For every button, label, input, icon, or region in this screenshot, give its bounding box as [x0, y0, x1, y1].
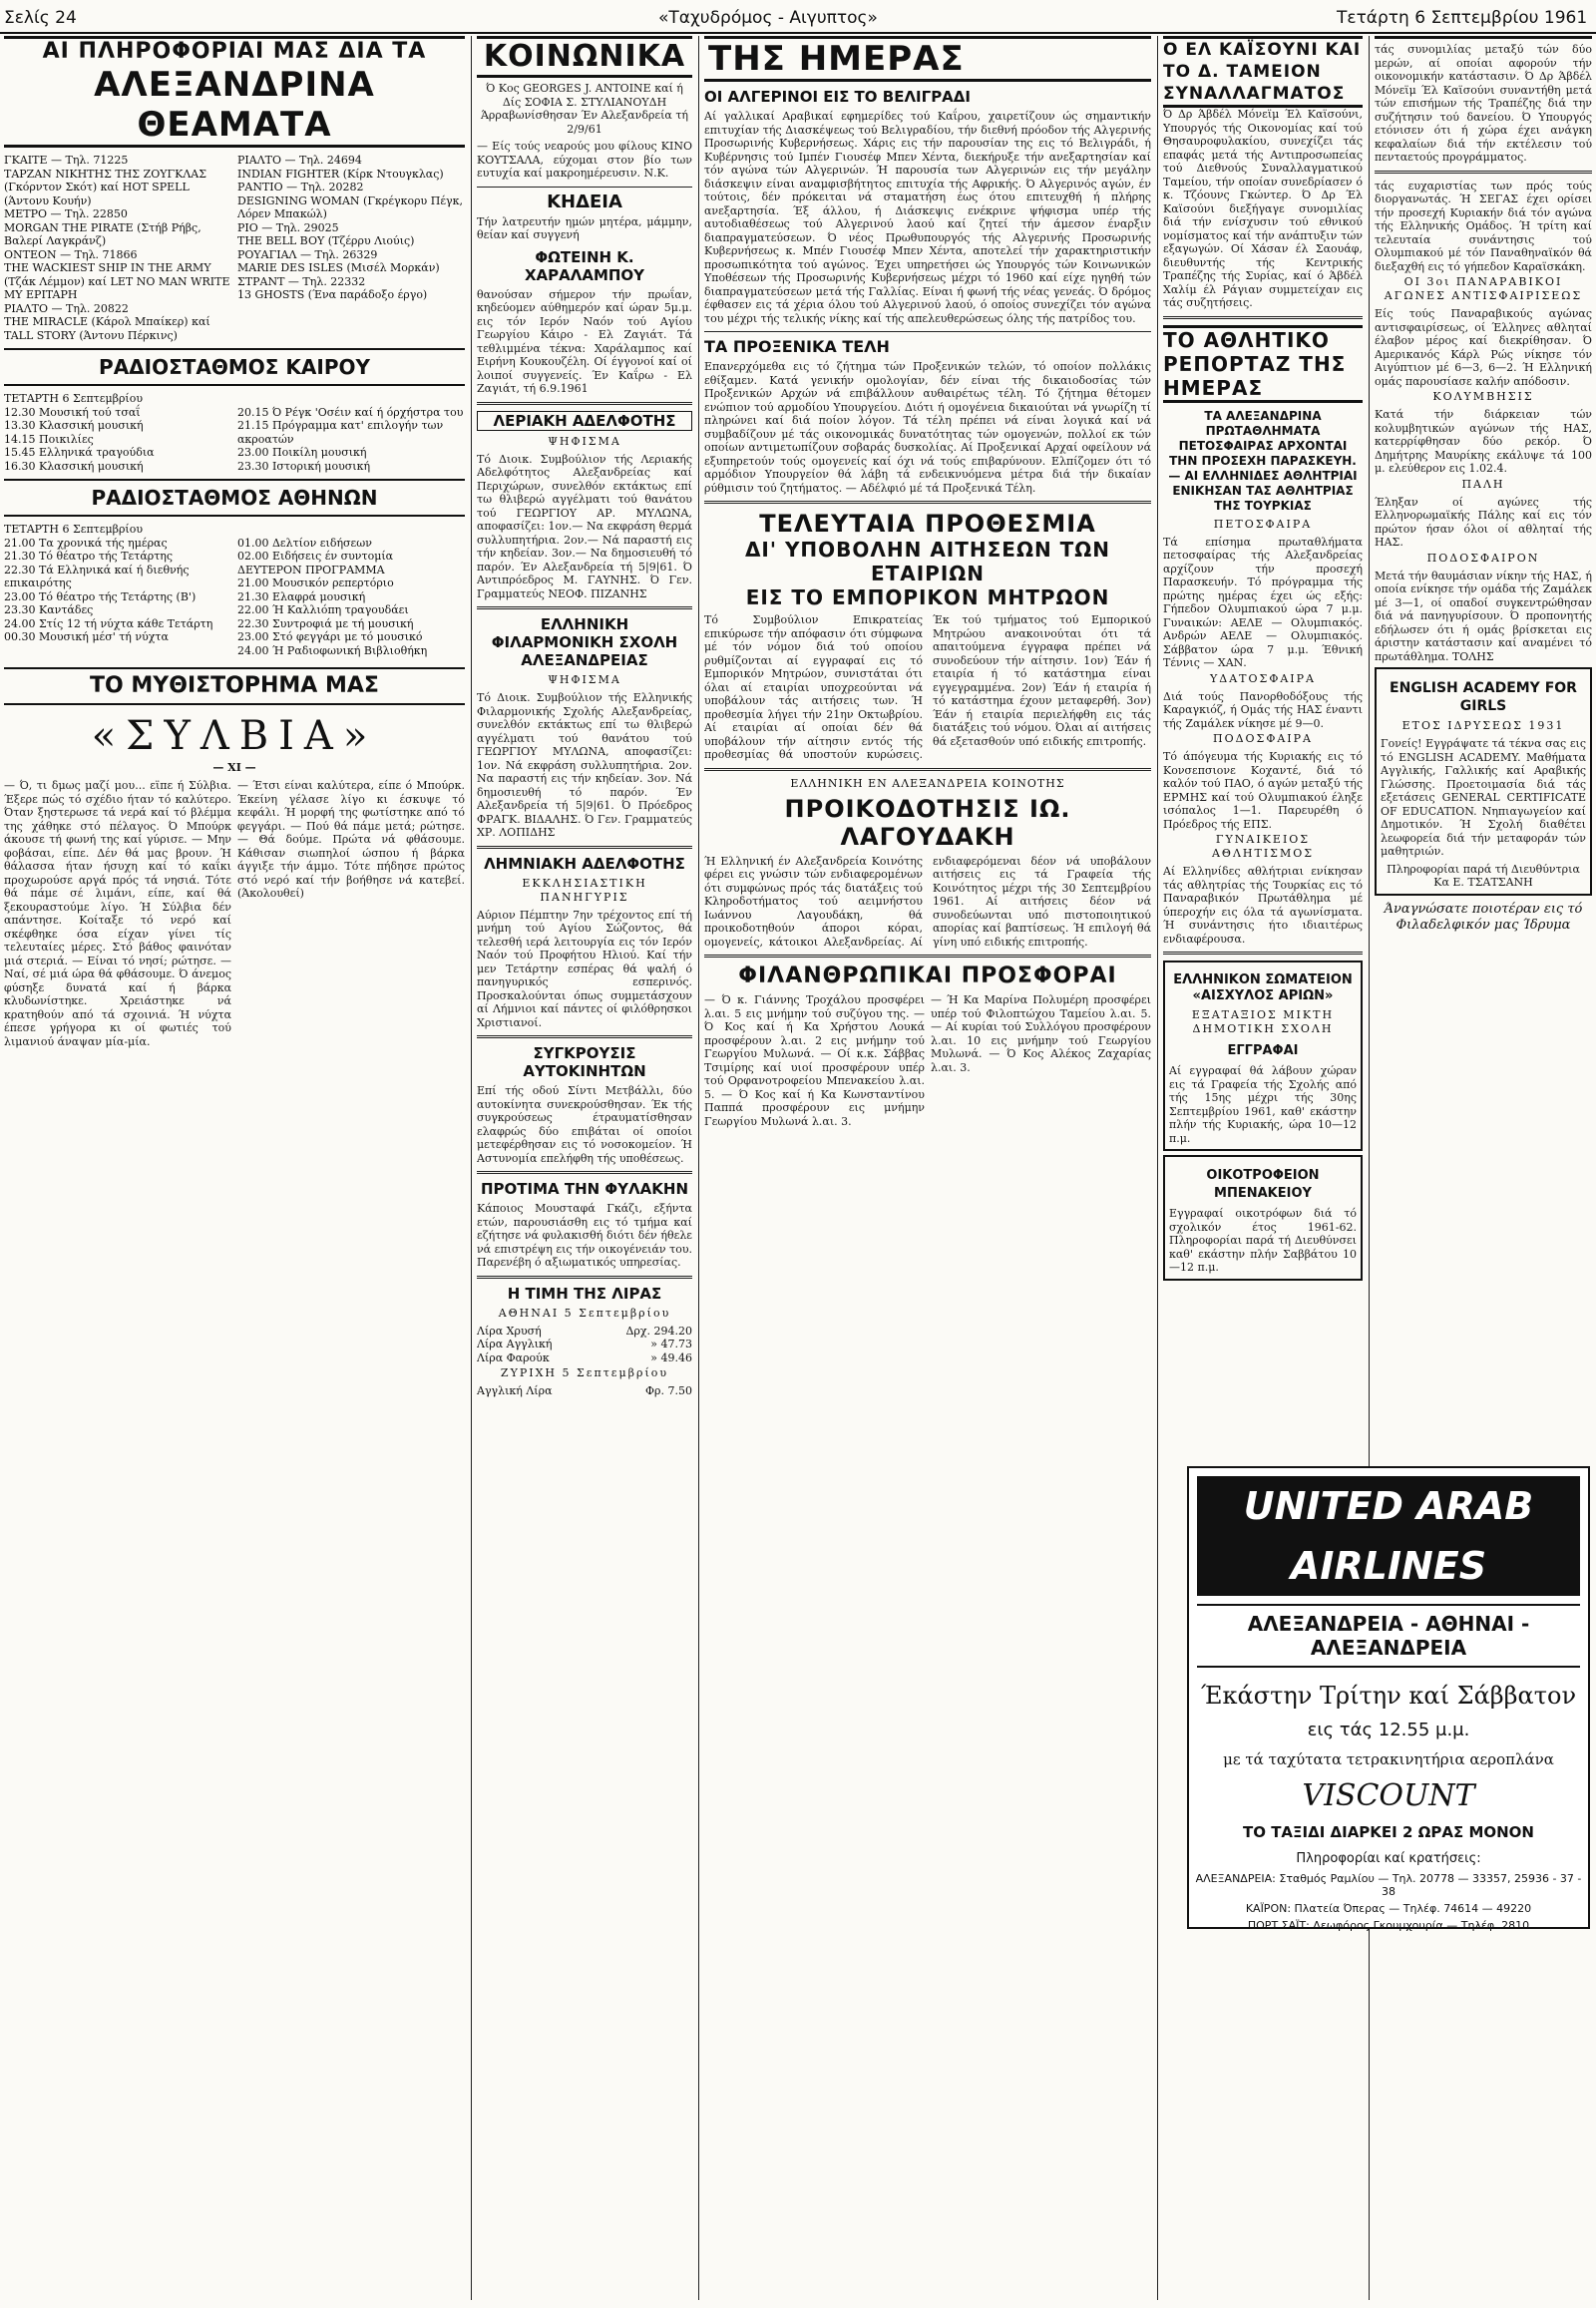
- sport-text: Είς τούς Παναραβικούς αγώνας αντισφαιρίσεως, οί Έλληνες αθληταί έλαβον μέρος καί διεκρίθησαν. Ό Αμερικανός Κάρλ Ρώς νίκησε τόν Αιγύπτιον μέ 6—3, 6—2. Ή Ελληνική ομάς παρουσίασε καλήν απόδοσιν.: [1375, 307, 1592, 388]
- schedule-entry: 24.00 Ή Ραδιοφωνική Βιβλιοθήκη: [237, 643, 428, 657]
- english-academy-ad: [1375, 667, 1592, 896]
- price-label: Λίρα Φαρούκ: [477, 1350, 550, 1364]
- schedule-entry: 23.00 Ποικίλη μουσική: [237, 446, 367, 459]
- flight-duration: ΤΟ ΤΑΞΙΔΙ ΔΙΑΡΚΕΙ 2 ΩΡΑΣ ΜΟΝΟΝ: [1242, 1823, 1534, 1841]
- sport-text: Κατά τήν διάρκειαν τών κολυμβητικών αγώνων τής ΗΑΣ, κατερρίφθησαν δύο ρεκόρ. Ό Δημήτρης Μαυρίκης εκάλυψε τά 100 μ. ελεύθερον εις 1.02.4.: [1375, 408, 1592, 475]
- booking-info: Πληροφορίαι καί κρατήσεις:: [1296, 1851, 1481, 1866]
- sport-text: Αί Ελληνίδες αθλήτριαι ενίκησαν τάς αθλητρίας τής Τουρκίας εις τό Παναραβικόν Πρωτάθλημα μέ ύπεροχήν εις όλα τά αγωνίσματα. Ή συνάντησις ήτο ιδιαιτέρως ενδιαφέρουσα.: [1163, 865, 1363, 946]
- gold-price-location: ΑΘΗΝΑΙ 5 Σεπτεμβρίου: [498, 1306, 671, 1320]
- cinema-entry: ΡΙΑΛΤΟ — Τηλ. 24694: [237, 154, 362, 167]
- notice-subtitle: ΨΗΦΙΣΜΑ: [548, 434, 621, 448]
- column-social: [477, 36, 692, 2300]
- cinema-entry: ΜΕΤΡΟ — Τηλ. 22850: [4, 207, 128, 220]
- flight-days: Έκάστην Τρίτην καί Σάββατον: [1200, 1682, 1577, 1710]
- article-headline: ΤΕΛΕΥΤΑΙΑ ΠΡΟΘΕΣΜΙΑ: [759, 510, 1096, 538]
- price-value: Δρχ. 294.20: [625, 1324, 692, 1338]
- sport-heading: ΠΟΔΟΣΦΑΙΡΟΝ: [1426, 551, 1540, 565]
- ad-subtitle: ΕΤΟΣ ΙΔΡΥΣΕΩΣ 1931: [1401, 719, 1565, 732]
- schedule-entry: 21.30 Ελαφρά μουσική: [237, 589, 366, 603]
- airline-route: ΑΛΕΞΑΝΔΡΕΙΑ - ΑΘΗΝΑΙ - ΑΛΕΞΑΝΔΡΕΙΑ: [1197, 1604, 1580, 1668]
- donations-right: — Ή Κα Μαρίνα Πολυμέρη προσφέρει υπέρ τού Φιλοπτώχου Ταμείου λ.αι. 5. — Αί κυρίαι τού Συλλόγου προσφέρουν λ.αι. 10 εις μνήμην τού Γεωργίου Μυλωνά. — Ό Κος Αλέκος Ζαχαρίας λ.αι. 3.: [931, 993, 1151, 1074]
- ad-title: ΟΙΚΟΤΡΟΦΕΙΟΝ ΜΠΕΝΑΚΕΙΟΥ: [1206, 1168, 1320, 1201]
- sport-text: Μετά τήν θαυμάσιαν νίκην τής ΗΑΣ, ή οποία ενίκησε τήν ομάδα τής Ζαμάλεκ μέ 3—1, οί οπαδοί συγκεντρώθησαν διά νά πανηγυρίσουν. Ό προπονητής εδήλωσεν ότι ή ομάς βρίσκεται εις άριστην κατάστασιν καί αναμένει τό πρωτάθλημα. ΤΟΛΗΣ: [1375, 569, 1592, 663]
- orphanage-ad: [1163, 1155, 1363, 1281]
- sport-text: Τά επίσημα πρωταθλήματα πετοσφαίρας τής Αλεξανδρείας αρχίζουν τήν προσεχή Παρασκευήν. Τό πρόγραμμα τής πρώτης ημέρας έχει ώς εξής: Γήπεδον Ολυμπιακού ώρα 7 μ.μ. Γυναικών: ΑΕΛΕ — Ολυμπιακός. Ανδρών ΑΕΛΕ — Ολυμπιακός. Σάββατον ώρα 7 μ.μ. Έθνική Τέννις — ΧΑΝ.: [1163, 535, 1363, 669]
- section-title: ΑΙ ΠΛΗΡΟΦΟΡΙΑΙ ΜΑΣ ΔΙΑ ΤΑ: [4, 36, 465, 65]
- column-rule: [1369, 36, 1370, 2300]
- sports-subtitle: ΤΑ ΑΛΕΞΑΝΔΡΙΝΑ ΠΡΩΤΑΘΛΗΜΑΤΑ ΠΕΤΟΣΦΑΙΡΑΣ ΑΡΧΟΝΤΑΙ ΤΗΝ ΠΡΟΣΕΧΗ ΠΑΡΑΣΚΕΥΗ. — ΑΙ ΕΛΛΗΝΙΔΕΣ ΑΘΛΗΤΡΙΑΙ ΕΝΙΚΗΣΑΝ ΤΑΣ ΑΘΛΗΤΡΙΑΣ ΤΗΣ ΤΟΥΡΚΙΑΣ: [1168, 408, 1358, 513]
- notice-title: ΛΕΡΙΑΚΗ ΑΔΕΛΦΟΤΗΣ: [477, 411, 692, 431]
- aircraft-model: VISCOUNT: [1302, 1778, 1475, 1813]
- schedule-entry: 22.30 Συντροφιά με τή μουσική: [237, 616, 414, 630]
- cinema-entry: THE BELL BOY (Τζέρρυ Λιούις): [237, 234, 415, 247]
- notice-title: ΕΛΛΗΝΙΚΗ ΦΙΛΑΡΜΟΝΙΚΗ ΣΧΟΛΗ ΑΛΕΞΑΝΔΡΕΙΑΣ: [491, 615, 678, 669]
- ad-text: Αί εγγραφαί θά λάβουν χώραν εις τά Γραφεία τής Σχολής από τής 15ης μέχρι τής 30ης Σεπτεμβρίου 1961, καθ' εκάστην πλήν τής Κυριακής, ώρα 10—12 π.μ.: [1169, 1064, 1357, 1145]
- article-text: τάς συνομιλίας μεταξύ τών δύο μερών, αί οποίαι αφορούν τήν οικονομικήν κατάστασιν. Ό Δρ Άβδέλ Μόνεϊμ Έλ Καϊσούνι συναντήθη μετά τών επισήμων τής Τραπέζης διά την συζήτησιν τού δανείου. Ό Υπουργός ετόνισεν ότι ή χώρα έχει ανάγκη κεφαλαίων διά τήν εκτέλεσιν τού πενταετούς προγράμματος.: [1375, 36, 1592, 165]
- sport-heading: ΥΔΑΤΟΣΦΑΙΡΑ: [1210, 671, 1316, 685]
- schedule-entry: 21.00 Τα χρονικά τής ημέρας: [4, 536, 168, 550]
- schedule-entry: 22.00 Ή Καλλιόπη τραγουδάει: [237, 603, 409, 616]
- ad-footer: Πληροφορίαι παρά τή Διευθύντρια Κα Ε. ΤΣΑΤΣΑΝΗ: [1387, 862, 1580, 889]
- cinema-entry: ΣΤΡΑΝΤ — Τηλ. 22332: [237, 274, 366, 288]
- gold-price-table: [477, 1384, 692, 1398]
- cinema-entry: MORGAN THE PIRATE (Στήβ Ρήβς, Βαλερί Λαγκράνζ): [4, 220, 201, 247]
- issue-date: Τετάρτη 6 Σεπτεμβρίου 1961: [1337, 8, 1588, 28]
- page-number: Σελίς 24: [4, 8, 77, 28]
- schedule-entry: 23.00 Τό θέατρο τής Τετάρτης (Β'): [4, 589, 197, 603]
- cinema-entry: DESIGNING WOMAN (Γκρέγκορυ Πέγκ, Λόρεν Μπακώλ): [237, 193, 463, 220]
- schedule-entry: ΔΕΥΤΕΡΟΝ ΠΡΟΓΡΑΜΜΑ: [237, 563, 385, 577]
- column-entertainment: [4, 36, 465, 2300]
- article-text: Επανερχόμεθα εις τό ζήτημα τών Προξενικών τελών, τό οποίον πολλάκις εθίξαμεν. Κατά γενικήν ομολογίαν, δέν είναι τής δικαιοδοσίας τών Προξενικών Αρχών νά επιβάλλουν αυθαιρέτως τέλη. Τό ζήτημα θέτομεν ενώπιον τού αρμοδίου Υπουργείου. Διότι ή ομογένεια δικαιούται νά γνωρίζη τί πληρώνει καί διά ποίον λόγον. Τά τέλη πρέπει νά είναι λογικά καί νά συμβαδίζουν μέ τάς οικονομικάς δυνατότητας τών ομογενών, πολλοί εκ τών οποίων αντιμετωπίζουν σοβαράς δυσκολίας. Αί Προξενικαί Αρχαί οφείλουν νά εξυπηρετούν τούς ομογενείς καί όχι νά τούς επιβαρύνουν. Ελπίζομεν ότι τό αρμόδιον Υπουργείον θά λάβη τά ενδεικνυόμενα μέτρα διά τήν δικαίαν ρύθμισιν τού ζητήματος. — Αδέλφιό μέ τά Προξενικά Τέλη.: [704, 360, 1151, 495]
- sport-heading: ΠΟΔΟΣΦΑΙΡΑ: [1212, 732, 1313, 745]
- office-cairo: ΚΑΪΡΟΝ: Πλατεία Όπερας — Τηλέφ. 74614 — 49220: [1245, 1902, 1532, 1915]
- novel-section-title: ΤΟ ΜΥΘΙΣΤΟΡΗΜΑ ΜΑΣ: [4, 667, 465, 705]
- donations-list: [704, 993, 1151, 1128]
- article-headline: ΠΡΟΙΚΟΔΟΤΗΣΙΣ ΙΩ. ΛΑΓΟΥΔΑΚΗ: [784, 794, 1071, 851]
- school-ad: [1163, 961, 1363, 1151]
- sports-title: ΤΟ ΑΘΛΗΤΙΚΟ ΡΕΠΟΡΤΑΖ ΤΗΣ ΗΜΕΡΑΣ: [1163, 325, 1363, 403]
- section-title: ΤΗΣ ΗΜΕΡΑΣ: [704, 36, 1151, 82]
- cinema-entry: ΡΑΝΤΙΟ — Τηλ. 20282: [237, 181, 364, 193]
- schedule-right: [237, 406, 465, 474]
- notice-subtitle: ΨΗΦΙΣΜΑ: [548, 673, 621, 686]
- price-label: Λίρα Αγγλική: [477, 1338, 553, 1350]
- airline-logo: UNITED ARAB AIRLINES: [1197, 1476, 1580, 1596]
- chapter-number: — ΧΙ —: [212, 761, 256, 774]
- column-sports-continued: [1375, 36, 1592, 1452]
- novel-title: «ΣΥΛΒΙΑ»: [91, 713, 378, 759]
- funeral-intro: Τήν λατρευτήν ημών μητέρα, μάμμην, θείαν καί συγγενή: [477, 214, 692, 241]
- price-value: » 47.73: [650, 1338, 692, 1350]
- radio-athens-title: ΡΑΔΙΟΣΤΑΘΜΟΣ ΑΘΗΝΩΝ: [4, 479, 465, 517]
- news-text: Κάποιος Μουσταφά Γκάζι, εξήντα ετών, παρουσιάσθη εις τό τμήμα καί εζήτησε νά φυλακισθή διότι δέν ήθελε νά επιστρέψη εις τήν οικογένειάν του. Παρενέβη ό αξιωματικός υπηρεσίας.: [477, 1202, 692, 1269]
- cinema-entry: THE MIRACLE (Κάρολ Μπαίκερ) καί TALL STORY (Άντονυ Πέρκινς): [4, 315, 210, 342]
- price-row: [477, 1351, 692, 1365]
- article-headline: ΤΑ ΠΡΟΞΕΝΙΚΑ ΤΕΛΗ: [704, 337, 890, 356]
- price-row: [477, 1338, 692, 1351]
- novel-text-right: — Έτσι είναι καλύτερα, είπε ό Μπούρκ. Έκείνη γέλασε λίγο κι έσκυψε τό κεφάλι. Ή μορφή της φωτίστηκε από τό φεγγάρι. — Πού θά πάμε μετά; ρώτησε. — Θά δούμε. Πρώτα νά φθάσουμε. Κάθισαν σιωπηλοί ώσπου ή βάρκα άγγιξε τήν άμμο. Τότε πήδησε πρώτος στό νερό καί τήν βοήθησε νά κατεβεί. (Άκολουθεί): [237, 779, 465, 900]
- article-headline: ΕΙΣ ΤΟ ΕΜΠΟΡΙΚΟΝ ΜΗΤΡΩΟΝ: [745, 585, 1110, 609]
- schedule-entry: 21.30 Τό θέατρο τής Τετάρτης: [4, 550, 174, 563]
- radio-cairo-title: ΡΑΔΙΟΣΤΑΘΜΟΣ ΚΑΙΡΟΥ: [4, 348, 465, 386]
- notice-title: ΛΗΜΝΙΑΚΗ ΑΔΕΛΦΟΤΗΣ: [484, 854, 685, 873]
- radio-day: ΤΕΤΑΡΤΗ 6 Σεπτεμβρίου: [4, 523, 144, 536]
- price-row: [477, 1384, 692, 1398]
- schedule-entry: 23.00 Στό φεγγάρι με τό μουσικό: [237, 630, 423, 643]
- notice-subtitle: ΕΚΚΛΗΣΙΑΣΤΙΚΗ ΠΑΝΗΓΥΡΙΣ: [522, 876, 647, 904]
- gold-price-title: Η ΤΙΜΗ ΤΗΣ ΛΙΡΑΣ: [507, 1284, 662, 1303]
- schedule-right: [237, 537, 465, 658]
- sport-heading: ΓΥΝΑΙΚΕΙΟΣ ΑΘΛΗΤΙΣΜΟΣ: [1211, 833, 1315, 860]
- novel-text: [4, 779, 465, 1048]
- schedule-entry: 00.30 Μουσική μέσ' τή νύχτα: [4, 630, 169, 643]
- flight-time: εις τάς 12.55 μ.μ.: [1307, 1720, 1470, 1740]
- wishes-notice: — Είς τούς νεαρούς μου φίλους ΚΙΝΟ ΚΟΥΤΣΑΛΑ, εύχομαι στον βίο των ευτυχία καί μακροημέρευσιν. Ν.Κ.: [477, 140, 692, 180]
- price-label: Λίρα Χρυσή: [477, 1324, 542, 1338]
- schedule-entry: 21.00 Μουσικόν ρεπερτόριο: [237, 577, 394, 589]
- deceased-name: ΦΩΤΕΙΝΗ Κ. ΧΑΡΑΛΑΜΠΟΥ: [524, 247, 645, 284]
- cinema-entry: ΤΑΡΖΑΝ ΝΙΚΗΤΗΣ ΤΗΣ ΖΟΥΓΚΛΑΣ (Γκόρντον Σκότ) καί HOT SPELL (Άντονυ Κουήν): [4, 167, 207, 207]
- schedule-entry: 22.30 Τά Ελληνικά καί ή διεθνής επικαιρότης: [4, 563, 190, 589]
- column-rule: [1157, 36, 1158, 2300]
- ad-title: ΕΛΛΗΝΙΚΟΝ ΣΩΜΑΤΕΙΟΝ «ΑΙΣΧΥΛΟΣ ΑΡΙΩΝ»: [1173, 972, 1353, 1003]
- sport-heading: ΠΕΤΟΣΦΑΙΡΑ: [1213, 517, 1313, 531]
- section-title: ΚΟΙΝΩΝΙΚΑ: [477, 36, 692, 78]
- sport-text: τάς ευχαριστίας των πρός τούς διοργανωτάς. Ή ΣΕΓΑΣ έχει ορίσει τήν προσεχή Κυριακήν διά τόν αγώνα τής Ελληνικής Ομάδος. Ή τρίτη καί τελευταία συνάντησις τού Ολυμπιακού μέ τόν Παναθηναϊκόν θά διεξαχθή εις τό γήπεδον Καραϊσκάκη.: [1375, 179, 1592, 273]
- engagement-notice: Ό Κος GEORGES J. ANTOINE καί ή Δίς ΣΟΦΙΑ Σ. ΣΤΥΛΙΑΝΟΥΔΗ Άρραβωνίσθησαν Έν Αλεξανδρεία τή 2/9/61: [480, 82, 689, 136]
- schedule-entry: 13.30 Κλασσική μουσική: [4, 419, 144, 432]
- ad-heading: ΕΓΓΡΑΦΑΙ: [1227, 1043, 1299, 1058]
- schedule-entry: 15.45 Ελληνικά τραγούδια: [4, 446, 155, 459]
- column-rule: [698, 36, 699, 2300]
- radio-athens-schedule: [4, 537, 465, 658]
- sport-heading: ΚΟΛΥΜΒΗΣΙΣ: [1432, 390, 1534, 403]
- funeral-title: ΚΗΔΕΙΑ: [547, 191, 622, 212]
- running-head: [0, 6, 1596, 34]
- schedule-entry: 21.15 Πρόγραμμα κατ' επιλογήν των ακροατών: [237, 419, 444, 446]
- cinema-list-left: [4, 154, 231, 342]
- schedule-entry: 20.15 Ό Ρέγκ 'Οσέιν καί ή όρχήστρα του: [237, 405, 464, 419]
- sport-heading: ΠΑΛΗ: [1461, 477, 1505, 491]
- gold-price-table: [477, 1325, 692, 1365]
- schedule-entry: 14.15 Ποικιλίες: [4, 432, 94, 446]
- cinema-listings: [4, 154, 465, 342]
- price-row: [477, 1325, 692, 1339]
- gold-price-location: ΖΥΡΙΧΗ 5 Σεπτεμβρίου: [500, 1366, 669, 1379]
- news-title: ΠΡΟΤΙΜΑ ΤΗΝ ΦΥΛΑΚΗΝ: [481, 1180, 688, 1198]
- notice-text: Τό Διοικ. Συμβούλιον τής Ελληνικής Φιλαρμονικής Σχολής Αλεξανδρείας, συνελθόν εκτάκτως επί τω θλιβερώ αγγέλματι τού θανάτου τού ΓΕΩΡΓΙΟΥ ΜΥΛΩΝΑ, αποφασίζει: 1ον. Νά εκφράση συλλυπητήρια. 2ον. Να παραστή εις τήν κηδείαν. 3ον. Νά δημοσιευθή τό παρόν. Έν Αλεξανδρεία τή 5|9|61. Ό Πρόεδρος ΦΡΑΓΚ. ΒΙΔΑΛΗΣ. Ό Γεν. Γραμματεύς ΧΡ. ΛΟΠΙΔΗΣ: [477, 691, 692, 839]
- column-economy-sports: [1163, 36, 1363, 1452]
- schedule-entry: 24.00 Στίς 12 τή νύχτα κάθε Τετάρτη: [4, 616, 213, 630]
- ad-title: ENGLISH ACADEMY FOR GIRLS: [1390, 680, 1577, 714]
- price-value: » 49.46: [650, 1350, 692, 1364]
- radio-day: ΤΕΤΑΡΤΗ 6 Σεπτεμβρίου: [4, 392, 144, 405]
- ad-text: Εγγραφαί οικοτρόφων διά τό σχολικόν έτος 1961-62. Πληροφορίαι παρά τή Διευθύνσει καθ' εκάστην πλήν Σαββάτου 10—12 π.μ.: [1169, 1207, 1357, 1274]
- section-title: ΑΛΕΞΑΝΔΡΙΝΑ ΘΕΑΜΑΤΑ: [4, 65, 465, 148]
- article-text: Τό Συμβούλιον Επικρατείας επικύρωσε τήν απόφασιν ότι σύμφωνα μέ τόν νόμον διά τού οποίου ρυθμίζονται αί εγγραφαί εις τό Εμπορικόν Μητρώον, συνιστάται ότι όλαι αί εταιρίαι υποχρεούνται νά υποβάλουν τάς αιτήσεις των. Ή προθεσμία λήγει τήν 21ην Οκτωβρίου. Αί εταιρίαι αί οποίαι δέν θά υποβάλουν τήν αίτησιν εντός τής προθεσμίας θά υποστούν κυρώσεις. Έκ τού τμήματος τού Εμπορικού Μητρώου ανακοινούται ότι τά απαιτούμενα έγγραφα πρέπει νά συνοδεύουν τήν αίτησιν. 1ον) Έάν ή εταιρία ή τό κατάστημα είναι εγγεγραμμένα. 2ον) Έάν ή εταιρία ή τό κατάστημα έχουν μεταφερθή. 3ον) Έάν ή εταιρία περιελήφθη εις τάς διατάξεις τού νόμου. Όλαι αί αιτήσεις θά εξετασθούν υπό ειδικής επιτροπής.: [704, 613, 1151, 761]
- schedule-entry: 12.30 Μουσική τού τσαΐ: [4, 405, 141, 419]
- office-port-said: ΠΟΡΤ ΣΑΪΤ: Λεωφόρος Γκουμχουρία — Τηλέφ. 2810: [1247, 1919, 1530, 1932]
- cinema-entry: 13 GHOSTS (Ένα παράδοξο έργο): [237, 288, 428, 301]
- novel-text-left: — Ό, τι δμως μαζί μου... εϊπε ή Σύλβια. Έξερε πώς τό σχέδιο ήταν τό καλύτερο. Όταν ξηστερωσε τά νερά καί τό βλέμμα της χάθηκε στό πέλαγος. Ό Μπούρκ άκουσε τή φωνή της καί γύρισε. — Μην φοβάσαι, είπε. Δέν θά μας βρουν. Ή θάλασσα ήταν ήσυχη καί τό καΐκι προχωρούσε αργά πρός τά νησιά. Τότε θά πάμε σέ λιμάνι, είπε, καί θά ξεκουραστούμε λίγο. Ή Σύλβια δέν απάντησε. Κοίταξε τό νερό καί σκέφθηκε όσα είχαν γίνει τίς τελευταίες μέρες. Στό βάθος φαινόταν μιά στεριά. — Είναι τό νησί; ρώτησε. — Ναί, σέ μιά ώρα θά φθάσουμε. Ό άνεμος φύσηξε δυνατά καί ή βάρκα κλυδωνίστηκε. Χρειάστηκε νά κρατηθούν από τά σχοινιά. Ή νύχτα έπεσε γρήγορα κι οί φωτιές τού λιμανιού άναψαν μία-μία.: [4, 779, 231, 1048]
- cinema-entry: ΡΙΟ — Τηλ. 29025: [237, 220, 339, 234]
- column-day-news: [704, 36, 1151, 2300]
- schedule-left: [4, 406, 231, 474]
- article-headline: ΟΙ ΑΛΓΕΡΙΝΟΙ ΕΙΣ ΤΟ ΒΕΛΙΓΡΑΔΙ: [704, 88, 971, 106]
- cinema-list-right: [237, 154, 465, 342]
- airline-ad: [1187, 1466, 1590, 1932]
- ad-subtitle: ΕΞΑΤΑΞΙΟΣ ΜΙΚΤΗ ΔΗΜΟΤΙΚΗ ΣΧΟΛΗ: [1191, 1008, 1335, 1035]
- price-label: Αγγλική Λίρα: [477, 1384, 553, 1397]
- radio-cairo-schedule: [4, 406, 465, 474]
- funeral-text: θανούσαν σήμερον τήν πρωΐαν, κηδεύομεν αύθημερόν καί ώραν 5μ.μ. εις τόν Ιερόν Ναόν τού Αγίου Γεωργίου Κάιρο - Ελ Ζαγιάτ. Τά τεθλιμμένα τέκνα: Χαράλαμπος καί Ειρήνη Κουκουζέλη. Οί έγγονοί καί οί λοιποί συγγενείς. Έν Καΐρω - Ελ Ζαγιάτ, τή 6.9.1961: [477, 287, 692, 395]
- office-alexandria: ΑΛΕΞΑΝΔΡΕΙΑ: Σταθμός Ραμλίου — Τηλ. 20778 — 33357, 25936 - 37 - 38: [1195, 1872, 1582, 1898]
- schedule-entry: 02.00 Ειδήσεις έν συντομία: [237, 550, 394, 563]
- schedule-entry: 01.00 Δελτίον ειδήσεων: [237, 536, 372, 550]
- sport-text: Τό άπόγευμα τής Κυριακής εις τό Κονσεπσιονε Κοχαντέ, διά τό καλόν τού ΠΑΟ, ό αγών μεταξύ τής ΕΡΜΗΣ καί τού Ολυμπιακού έληξε ισόπαλος 1—1. Παρευρέθη ό Πρόεδρος τής ΕΠΣ.: [1163, 750, 1363, 831]
- article-headline: ΔΙ' ΥΠΟΒΟΛΗΝ ΑΙΤΗΣΕΩΝ ΤΩΝ ΕΤΑΙΡΙΩΝ: [744, 538, 1111, 585]
- news-text: Επί τής οδού Σίντι Μετβάλλι, δύο αυτοκίνητα συνεκρούσθησαν. Έκ τής συγκρούσεως έτραυματίσθησαν ελαφρώς δύο επιβάται οί οποίοι μετεφέρθησαν εις τό νοσοκομείον. Ή Αστυνομία επελήφθη τής υποθέσεως.: [477, 1084, 692, 1165]
- ad-text: Γονείς! Εγγράψατε τά τέκνα σας εις τό ENGLISH ACADEMY. Μαθήματα Αγγλικής, Γαλλικής καί Αραβικής Γλώσσης. Προετοιμασία διά τάς εξετάσεις GENERAL CERTIFICATE OF EDUCATION. Νηπιαγωγείον καί Δημοτικόν. Ή Σχολή διαθέτει λεωφορεία διά τήν μεταφοράν τών μαθητριών.: [1381, 737, 1586, 858]
- cinema-entry: ΡΙΑΛΤΟ — Τηλ. 20822: [4, 301, 129, 315]
- news-title: ΣΥΓΚΡΟΥΣΙΣ ΑΥΤΟΚΙΝΗΤΩΝ: [523, 1044, 646, 1080]
- schedule-left: [4, 537, 231, 658]
- price-value: Φρ. 7.50: [645, 1384, 692, 1397]
- cinema-entry: ΟΝΤΕΟΝ — Τηλ. 71866: [4, 247, 138, 261]
- schedule-entry: 23.30 Καντάδες: [4, 603, 94, 616]
- article-text: Αί γαλλικαί Αραβικαί εφημερίδες τού Καΐρου, χαιρετίζουν ώς σημαντικήν επιτυχίαν τής Διασκέψεως τού Βελιγραδίου, τήν διεθνή πρόοδον τής Αλγερινής Προσωρινής Κυβερνήσεως. Χάρις εις τήν παρουσίαν της εις τό Βελιγράδι, ή Κυβέρνησις τού Ιμπέν Γιουσέφ Μπεν Χέντα, διεκήρυξε τήν ανεξαρτησίαν καί τόν αγώνα τών Αλγερινών. Ή παρουσία των Αλγερινών εις τήν μεγάλην διάσκεψιν είναι αναμφισβήτητος επιτυχία τής Αφρικής. Ό Αλγερινός αγών, έν τούτοις, δέν πρόκειται νά σταματήση έως ότου επιτευχθή ή πλήρης ανεξαρτησία. Έξ άλλου, ή Διάσκεψις ενέκρινε ψήφισμα υπέρ τής αυτοδιαθέσεως τού Αλγερινού λαού καί ζητεί τήν άμεσον έναρξιν διαπραγματεύσεων. Ό νέος Πρωθυπουργός τής Αλγερινής Προσωρινής Κυβερνήσεως κ. Μπέν Γιουσέφ Μπεν Χέντα, αποτελεί τήν χαρακτηριστικήν προσωπικότητα τού αγώνος. Έχει υπηρετήσει ώς Υπουργός τών Κοινωνικών Υποθέσεων τής Προσωρινής Κυβερνήσεως μέχρι τό 1960 καί είχε ηγηθή τών διαπραγματεύσεων μετά τής Γαλλίας. Είναι ή φωνή τής νέας γενεάς. Ό δρόμος έφθασεν εις τά χέρια όλου τού Αλγερινού λαού, ό οποίος συνεχίζει τόν αγώνα του μέχρι τής τελικής νίκης καί τής απελευθερώσεως όλης τής πατρίδος του.: [704, 110, 1151, 325]
- cinema-entry: MARIE DES ISLES (Μισέλ Μορκάν): [237, 261, 440, 274]
- newspaper-name: «Ταχυδρόμος - Αιγυπτος»: [658, 8, 878, 28]
- cinema-entry: ΡΟΥΑΓΙΑΛ — Τηλ. 26329: [237, 247, 378, 261]
- sport-heading: ΟΙ 3οι ΠΑΝΑΡΑΒΙΚΟΙ ΑΓΩΝΕΣ ΑΝΤΙΣΦΑΙΡΙΣΕΩΣ: [1384, 275, 1583, 302]
- article-kicker: ΕΛΛΗΝΙΚΗ ΕΝ ΑΛΕΞΑΝΔΡΕΙΑ ΚΟΙΝΟΤΗΣ: [790, 776, 1065, 790]
- aircraft-note: με τά ταχύτατα τετρακινητήρια αεροπλάνα: [1223, 1750, 1554, 1768]
- column-rule: [471, 36, 472, 2300]
- article-headline: Ο ΕΛ ΚΑΪΣΟΥΝΙ ΚΑΙ ΤΟ Δ. ΤΑΜΕΙΟΝ ΣΥΝΑΛΛΑΓΜΑΤΟΣ: [1163, 36, 1363, 108]
- notice-text: Τό Διοικ. Συμβούλιον τής Λεριακής Αδελφότητος Αλεξανδρείας καί Περιχώρων, συνελθόν εκτάκτως επί τω θλιβερώ αγγέλματι τού θανάτου τού ΓΕΩΡΓΙΟΥ ΑΡ. ΜΥΛΩΝΑ, αποφασίζει: 1ον.— Να εκφράση θερμά συλλυπητήρια. 2ον.— Νά παραστή εις τήν κηδείαν. 3ον.— Να δημοσιευθή τό παρόν. Έν Αλεξανδρεία τή 5|9|61. Ό Αντιπρόεδρος Μ. ΓΑΥΝΗΣ. Ό Γεν. Γραμματεύς ΝΕΟΦ. ΠΙΖΑΝΗΣ: [477, 452, 692, 600]
- schedule-entry: 23.30 Ιστορική μουσική: [237, 459, 371, 473]
- cinema-entry: INDIAN FIGHTER (Κίρκ Ντουγκλας): [237, 167, 444, 181]
- schedule-entry: 16.30 Κλασσική μουσική: [4, 459, 144, 473]
- reading-note: Άναγνώσατε ποιοτέραν εις τό Φιλαδελφικόν μας Ίδρυμα: [1384, 901, 1583, 933]
- cinema-entry: THE WACKIEST SHIP IN THE ARMY (Τζάκ Λέμμον) καί LET NO MAN WRITE MY EPITAPH: [4, 261, 230, 301]
- donations-left: — Ό κ. Γιάννης Τροχάλου προσφέρει λ.αι. 5 εις μνήμην τού συζύγου της. — Ό Κος καί ή Κα Χρήστου Λουκά προσφέρουν λ.αι. 2 εις μνήμην τού Γεωργίου Μυλωνά. — Οί κ.κ. Σάββας Τσιμίρης καί υιοί προσφέρουν υπέρ τού Ορφανοτροφείου Μπενακείου λ.αι. 5. — Ό Κος καί ή Κα Κωνσταντίνου Παππά προσφέρουν εις μνήμην Γεωργίου Μυλωνά λ.αι. 3.: [704, 993, 925, 1128]
- cinema-entry: ΓΚΑΙΤΕ — Τηλ. 71225: [4, 154, 129, 167]
- sport-text: Διά τούς Πανορθοδόξους τής Καραγκιόζ, ή Ομάς τής ΗΑΣ έναντι τής Ζαμάλεκ νίκησε μέ 9—0.: [1163, 689, 1363, 730]
- article-text: Ή Ελληνική έν Αλεξανδρεία Κοινότης φέρει εις γνώσιν τών ενδιαφερομένων ότι συμφώνως πρός τάς διατάξεις τού Κληροδοτήματος τού αειμνήστου Ιωάννου Λαγουδάκη, θά προικοδοτηθούν άποροι κόραι, ομογενείς, κάτοικοι Αλεξανδρείας. Αί ενδιαφερόμεναι δέον νά υποβάλουν αιτήσεις εις τά Γραφεία τής Κοινότητος μέχρι τής 30 Σεπτεμβρίου 1961. Αί αιτήσεις δέον νά συνοδεύωνται υπό πιστοποιητικού απορίας καί βαπτίσεως. Ή επιλογή θά γίνη υπό ειδικής επιτροπής.: [704, 854, 1151, 949]
- sport-text: Έληξαν οί αγώνες τής Ελληνορωμαϊκής Πάλης καί εις τόν πρώτον ήσαν όλοι οί αθληταί τής ΗΑΣ.: [1375, 495, 1592, 549]
- notice-text: Αύριον Πέμπτην 7ην τρέχοντος επί τή μνήμη τού Αγίου Σώζοντος, θά τελεσθή ιερά λειτουργία εις τόν Ιερόν Ναόν τού Προφήτου Ηλιού. Καί τήν μεν Τετάρτην εσπέρας θά ψαλή ό πανηγυρικός εσπερινός. Προσκαλούνται όπως συμμετάσχουν αί Λήμνιοι καί πάντες οί φιλόθρησκοι Χριστιανοί.: [477, 908, 692, 1029]
- article-headline: ΦΙΛΑΝΘΡΩΠΙΚΑΙ ΠΡΟΣΦΟΡΑΙ: [738, 963, 1117, 988]
- article-text: Ό Δρ Άβδέλ Μόνεϊμ Έλ Καϊσούνι, Υπουργός τής Οικονομίας καί τού Θησαυροφυλακίου, συνεχίζει τάς επαφάς μετά τής Αντιπροσωπείας τού Διεθνούς Συναλλαγματικού Ταμείου, τήν οποίαν συνεδρίασεν ό κ. Τζόουνς Γκώντερ. Ό Δρ Έλ Καϊσούνι διεξήγαγε συνομιλίας διά τήν ενίσχυσιν τού εθνικού νομίσματος καί τήν ανάπτυξιν τών εξαγωγών. Οί Χάσαν έλ Σαουάφ, διευθυντής τής Κεντρικής Τραπέζης τής Συρίας, καί ό Άβδέλ Χαλίμ έλ Ράγιαν συμμετείχαν εις τάς συζητήσεις.: [1163, 108, 1363, 309]
